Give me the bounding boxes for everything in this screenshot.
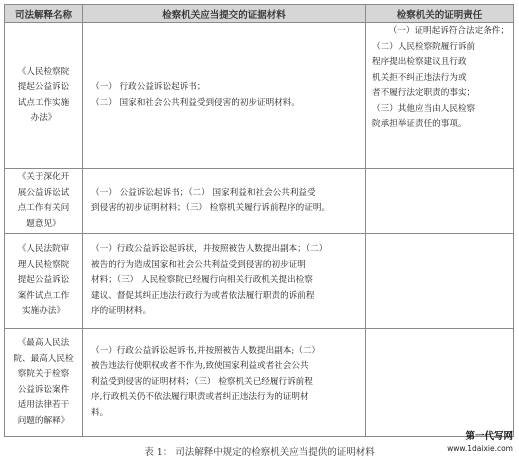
watermark-url: www.1daixie.com bbox=[447, 444, 513, 453]
burden-of-proof-cell: （一）证明起诉符合法定条件； （二）人民检察院履行诉前 程序提出检察建议且行政 机关拒不纠正违法行为或 者不履行法定职责的事实； （三）其他应当由人民检察 院承担举证责任的事项。 bbox=[366, 23, 514, 169]
header-interpretation-name: 司法解释名称 bbox=[5, 5, 83, 23]
table-header-row bbox=[5, 5, 514, 23]
interpretation-name-cell: 《人民检察院 提起公益诉讼 试点工作实施 办法》 bbox=[5, 23, 83, 169]
table-row bbox=[5, 169, 514, 234]
interpretation-name-cell: 《人民法院审 理人民检察院 提起公益诉讼 案件试点工作 实施办法》 bbox=[5, 234, 83, 329]
table-caption: 表 1： 司法解释中规定的检察机关应当提供的证明材料 bbox=[144, 447, 375, 458]
burden-of-proof-cell bbox=[366, 234, 514, 329]
evidence-materials-cell: （一） 公益诉讼起诉书；（二） 国家利益和社会公共利益受 到侵害的初步证明材料；（三） 检察机关履行诉前程序的证明。 bbox=[83, 169, 366, 234]
table-row bbox=[5, 23, 514, 169]
evidence-materials-cell: （一） 行政公益诉讼起诉书； （二） 国家和社会公共利益受到侵害的初步证明材料。 bbox=[83, 23, 366, 169]
header-burden-of-proof: 检察机关的证明责任 bbox=[366, 5, 514, 23]
evidence-materials-cell: （一）行政公益诉讼起诉状，并按照被告人数提出副本；（二） 被告的行为造成国家和社会公共利益受到侵害的初步证明 材料；（三） 人民检察院已经履行向相关行政机关提出检察 建议、督促其纠正违法行政行为或者依法履行职责的诉前程 序的证明材料。 bbox=[83, 234, 366, 329]
burden-of-proof-cell bbox=[366, 169, 514, 234]
interpretation-name-cell: 《最高人民法 院、最高人民检 察院关于检察 公益诉讼案件 适用法律若干 问题的解释》 bbox=[5, 329, 83, 437]
burden-of-proof-cell bbox=[366, 329, 514, 437]
watermark-title: 第一代写网 bbox=[465, 431, 513, 442]
header-evidence-materials: 检察机关应当提交的证据材料 bbox=[83, 5, 366, 23]
table-row bbox=[5, 234, 514, 329]
evidence-table bbox=[4, 4, 514, 437]
watermark bbox=[447, 431, 513, 454]
table-row bbox=[5, 329, 514, 437]
evidence-materials-cell: （一）行政公益诉讼起诉书,并按照被告人数提出副本;（二） 被告违法行使职权或者不作为,致使国家利益或者社会公共 利益受到侵害的证明材料；（三） 检察机关已经履行诉前程 序,行政机关仍不依法履行职责或者纠正违法行为的证明材 料。 bbox=[83, 329, 366, 437]
interpretation-name-cell: 《关于深化开 展公益诉讼试 点工作有关问 题意见》 bbox=[5, 169, 83, 234]
